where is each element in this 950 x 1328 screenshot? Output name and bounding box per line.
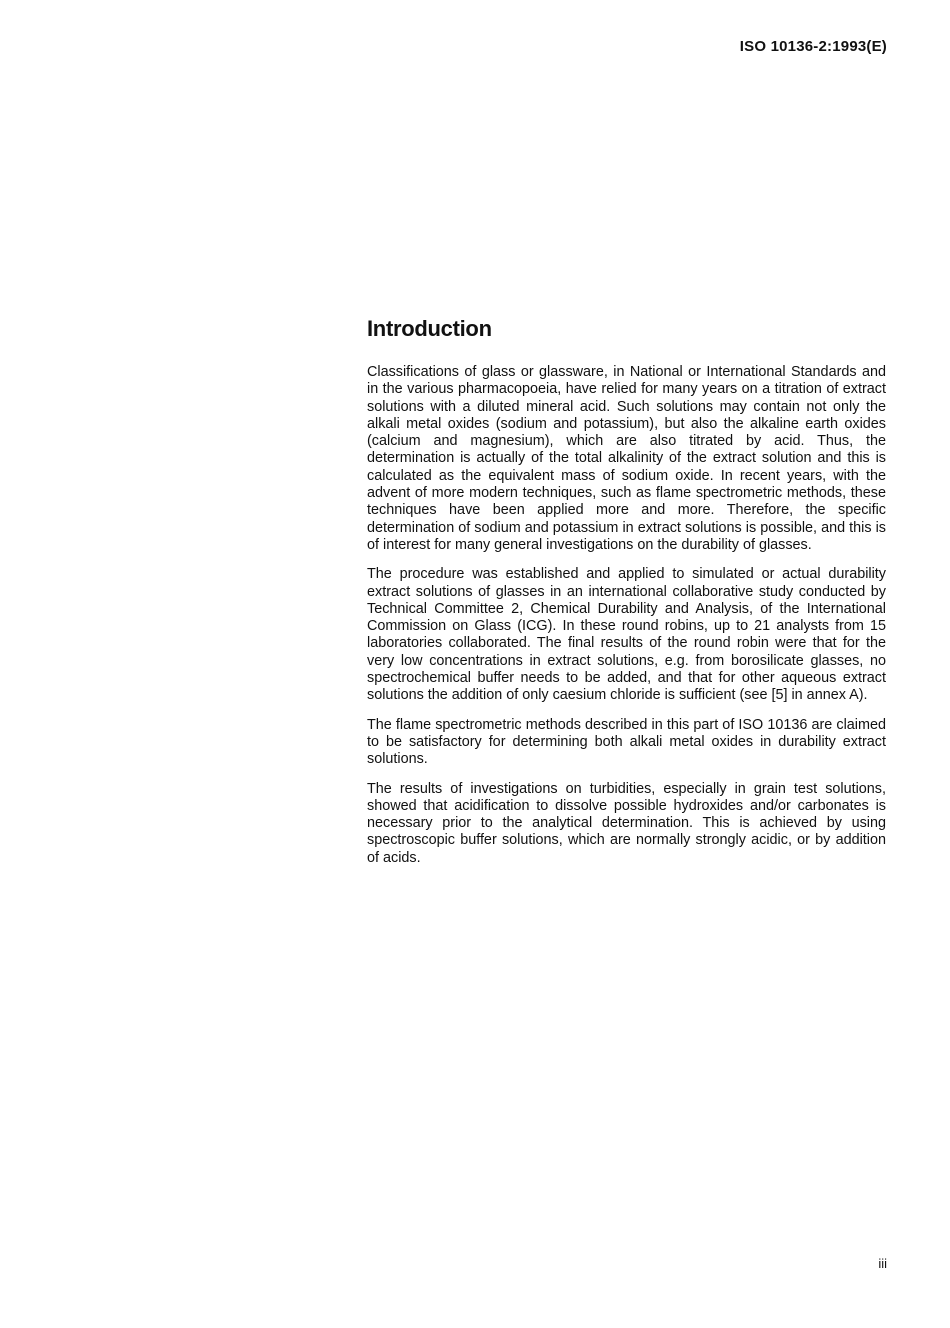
document-id-header: ISO 10136-2:1993(E) xyxy=(739,38,887,55)
page-number: iii xyxy=(878,1256,887,1271)
paragraph-3: The flame spectrometric methods described in this part of ISO 10136 are claimed to be satisfactory for determining both alkali metal oxides in durability extract solutions. xyxy=(367,716,886,768)
section-title: Introduction xyxy=(367,316,492,341)
paragraph-2: The procedure was established and applied to simulated or actual durability extract solutions of glasses in an international collaborative study conducted by Technical Committee 2, Chemical Durability and Analysis, of the International Commission on Glass (ICG). In these round robins, up to 21 analysts from 15 laboratories collaborated. The final results of the round robin were that for the very low concentrations in extract solutions, e.g. from borosilicate glasses, no spectrochemical buffer needs to be added, and that for other aqueous extract solutions the addition of only caesium chloride is sufficient (see [5] in annex A). xyxy=(367,566,886,704)
main-content xyxy=(367,316,886,879)
paragraph-1: Classifications of glass or glassware, in National or International Standards and in the various pharmacopoeia, have relied for many years on a titration of extract solutions with a diluted mineral acid. Such solutions may contain not only the alkali metal oxides (sodium and potassium), but also the alkaline earth oxides (calcium and magnesium), which are also titrated by acid. Thus, the determination is actually of the total alkalinity of the extract solution and this is calculated as the equivalent mass of sodium oxide. In recent years, with the advent of more modern techniques, such as flame spectrometric methods, these techniques have been applied more and more. Therefore, the specific determination of sodium and potassium in extract solutions is possible, and this is of interest for many general investigations on the durability of glasses. xyxy=(367,364,886,553)
paragraph-4: The results of investigations on turbidities, especially in grain test solutions, showed that acidification to dissolve possible hydroxides and/or carbonates is necessary prior to the analytical determination. This is achieved by using spectroscopic buffer solutions, which are normally strongly acidic, or by addition of acids. xyxy=(367,780,886,866)
